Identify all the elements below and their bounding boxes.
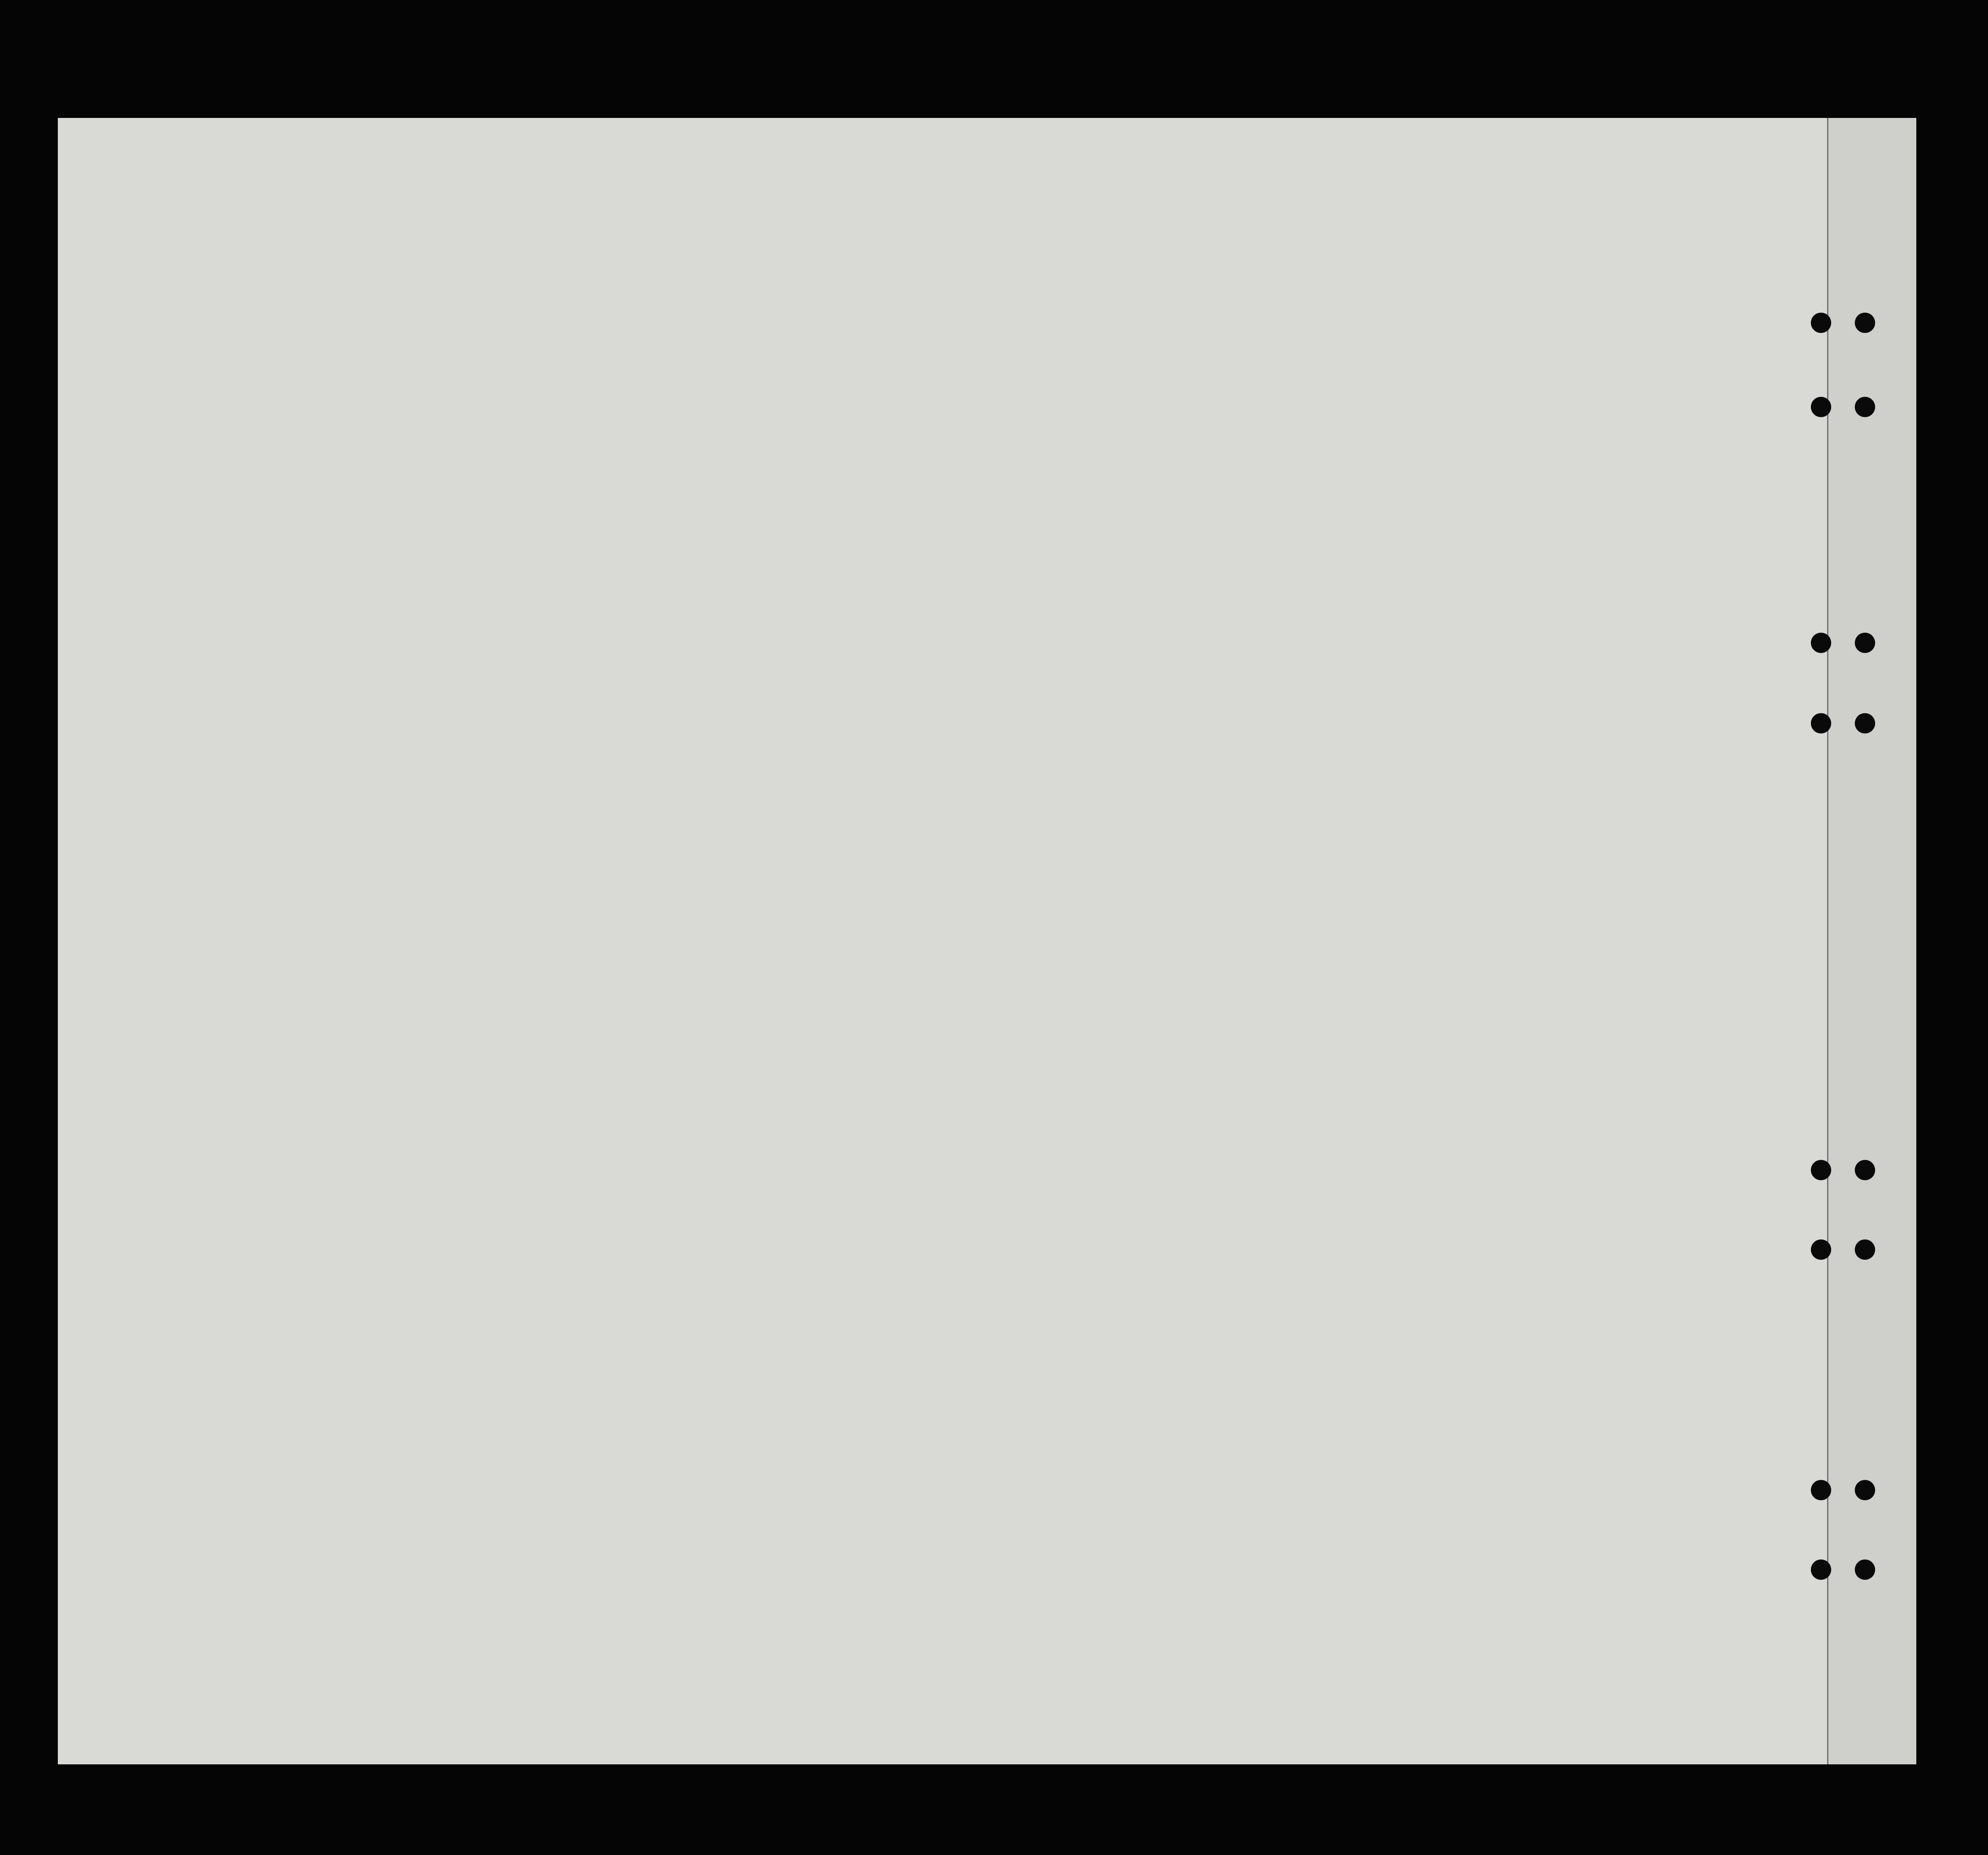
punch-hole xyxy=(1855,713,1875,733)
punch-hole xyxy=(1811,397,1831,417)
punch-hole xyxy=(1811,1480,1831,1500)
punch-hole xyxy=(1855,1559,1875,1580)
punch-hole xyxy=(1855,397,1875,417)
punch-hole xyxy=(1811,1559,1831,1580)
punch-hole xyxy=(1811,313,1831,333)
punch-hole xyxy=(1855,1239,1875,1260)
punch-hole xyxy=(1811,713,1831,733)
punch-hole xyxy=(1855,633,1875,653)
punch-hole xyxy=(1855,1480,1875,1500)
punch-hole xyxy=(1811,633,1831,653)
punch-hole xyxy=(1811,1160,1831,1180)
punch-hole xyxy=(1855,1160,1875,1180)
punch-hole xyxy=(1811,1239,1831,1260)
punch-hole xyxy=(1855,313,1875,333)
